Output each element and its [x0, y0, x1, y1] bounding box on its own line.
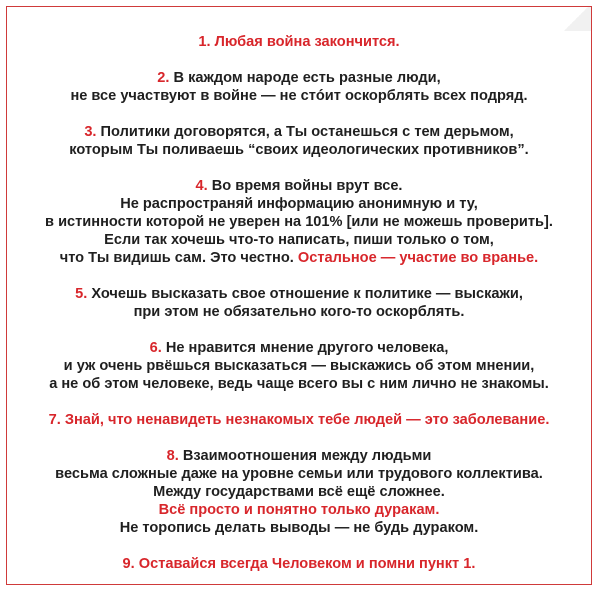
rule-text: Знай, что ненавидеть незнакомых тебе людей — это заболевание. — [64, 412, 550, 428]
rule-text: Не распространяй информацию анонимную и ту, — [120, 196, 478, 212]
rule-text: Между государствами всё ещё сложнее. — [153, 484, 445, 500]
rule-1 — [7, 33, 591, 51]
rule-3 — [7, 123, 591, 159]
rule-text: Взаимоотношения между людьми — [182, 448, 432, 464]
rule-6 — [7, 339, 591, 393]
rule-number: 6. — [149, 340, 162, 356]
rule-number: 1. — [198, 34, 211, 50]
rule-5 — [7, 285, 591, 321]
rule-text: Политики договорятся, а Ты останешься с тем дерьмом, — [100, 124, 514, 140]
rule-text: в истинности которой не уверен на 101% [или не можешь проверить]. — [45, 214, 553, 230]
rule-text: Не торопись делать выводы — не будь дураком. — [119, 520, 479, 536]
rule-text: Любая война закончится. — [214, 34, 400, 50]
rule-number: 2. — [157, 70, 170, 86]
rule-8 — [7, 447, 591, 537]
rule-number: 5. — [75, 286, 88, 302]
rule-number: 8. — [166, 448, 179, 464]
rule-number: 9. — [122, 556, 135, 572]
rule-text: Хочешь высказать свое отношение к политике — выскажи, — [91, 286, 523, 302]
rule-text: которым Ты поливаешь “своих идеологических противников”. — [69, 142, 529, 158]
rule-text: при этом не обязательно кого-то оскорблять. — [133, 304, 465, 320]
rule-text: Если так хочешь что-то написать, пиши только о том, — [104, 232, 494, 248]
rule-text: Не нравится мнение другого человека, — [165, 340, 449, 356]
rule-text: что Ты видишь сам. Это честно. — [59, 250, 294, 266]
rule-number: 3. — [84, 124, 97, 140]
rules-list — [7, 33, 591, 591]
rule-text: В каждом народе есть разные люди, — [173, 70, 441, 86]
rule-text: а не об этом человеке, ведь чаще всего вы с ним лично не знакомы. — [49, 376, 549, 392]
rule-text: не все участвуют в войне — не стóит оскорблять всех подряд. — [70, 88, 528, 104]
rule-text: и уж очень рвёшься высказаться — выскажись об этом мнении, — [63, 358, 535, 374]
rule-number: 7. — [48, 412, 61, 428]
rule-highlight: Всё просто и понятно только дуракам. — [158, 502, 440, 518]
rule-2 — [7, 69, 591, 105]
rule-text: Оставайся всегда Человеком и помни пункт 1. — [138, 556, 476, 572]
rule-number: 4. — [195, 178, 208, 194]
rule-text: Во время войны врут все. — [211, 178, 403, 194]
page-fold-corner — [561, 7, 591, 31]
rule-7 — [7, 411, 591, 429]
rule-4 — [7, 177, 591, 267]
rule-highlight: Остальное — участие во вранье. — [297, 250, 539, 266]
rule-text: весьма сложные даже на уровне семьи или трудового коллектива. — [55, 466, 543, 482]
rule-9 — [7, 555, 591, 573]
rules-card — [6, 6, 592, 585]
